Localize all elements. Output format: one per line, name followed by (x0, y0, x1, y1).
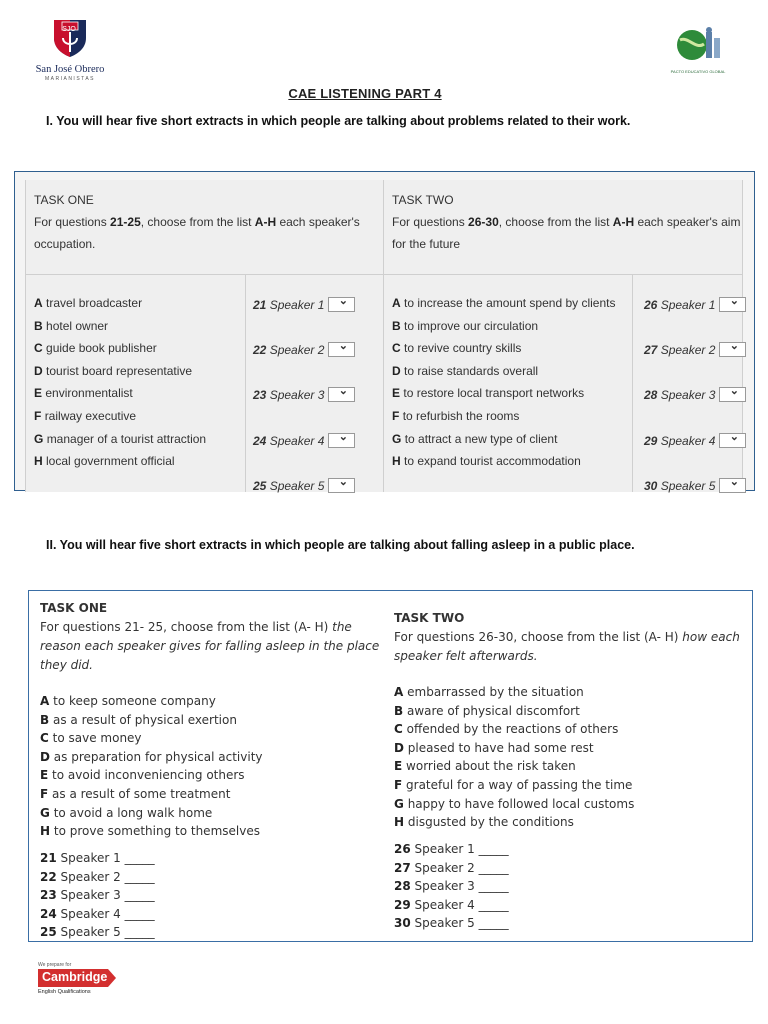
option-letter: C (34, 341, 43, 356)
option-item (40, 748, 263, 767)
option-item (392, 315, 538, 337)
option-text: to save money (52, 731, 142, 746)
answer-dropdown[interactable] (719, 387, 746, 402)
speaker-number: 29 (644, 433, 658, 448)
speaker-label (644, 298, 715, 312)
option-letter: D (40, 749, 50, 764)
answer-dropdown[interactable] (719, 297, 746, 312)
option-letter: B (392, 318, 401, 333)
speaker-number: 24 (40, 906, 57, 921)
option-item (34, 428, 206, 450)
cambridge-name: Cambridge (42, 970, 108, 984)
speaker-item (40, 849, 155, 868)
speaker-text: Speaker 3 _____ (414, 879, 509, 894)
school-sub: MARIANISTAS (44, 76, 96, 82)
option-text: manager of a tourist attraction (46, 431, 207, 446)
option-letter: H (34, 454, 43, 469)
option-letter: A (34, 296, 43, 310)
option-letter: G (40, 805, 50, 820)
answer-dropdown[interactable] (328, 297, 355, 312)
option-item (40, 711, 237, 730)
option-text: to refurbish the rooms (402, 409, 520, 423)
option-item (34, 450, 175, 472)
school-logo (30, 18, 110, 80)
option-text: embarrassed by the situation (407, 685, 584, 699)
speaker-number: 25 (253, 478, 267, 493)
p2-task-two-title: TASK TWO (394, 611, 465, 625)
option-text: to restore local transport networks (403, 386, 585, 401)
speaker-item (394, 840, 509, 859)
part2-box (28, 590, 753, 942)
option-letter: D (392, 363, 401, 378)
option-text: to improve our circulation (404, 318, 539, 333)
option-item (34, 292, 142, 314)
speaker-number: 25 (40, 925, 57, 940)
option-letter: B (394, 703, 404, 718)
option-text: guide book publisher (46, 341, 157, 356)
option-letter: F (392, 409, 400, 423)
speaker-label (644, 479, 715, 493)
speaker-number: 21 (253, 298, 267, 312)
option-text: to avoid a long walk home (53, 805, 213, 820)
speaker-label (644, 388, 715, 402)
speaker-number: 26 (644, 298, 658, 312)
speaker-text: Speaker 1 (269, 298, 325, 312)
speaker-text: Speaker 4 _____ (60, 906, 155, 921)
option-letter: E (394, 759, 403, 774)
speaker-item (394, 896, 509, 915)
option-item (40, 822, 260, 841)
option-letter: F (40, 787, 49, 801)
option-text: as preparation for physical activity (53, 749, 263, 764)
speaker-number: 29 (394, 897, 411, 912)
speaker-number: 26 (394, 842, 411, 856)
speaker-number: 27 (394, 860, 411, 875)
option-item (394, 757, 576, 776)
answer-dropdown[interactable] (328, 433, 355, 448)
option-item (34, 337, 157, 359)
speaker-text: Speaker 4 (660, 433, 716, 448)
speaker-text: Speaker 5 (660, 478, 716, 493)
answer-dropdown[interactable] (328, 387, 355, 402)
answer-dropdown[interactable] (719, 342, 746, 357)
option-letter: E (392, 386, 401, 401)
answer-dropdown[interactable] (328, 342, 355, 357)
option-item (40, 785, 230, 804)
option-text: local government official (46, 454, 175, 469)
option-item (40, 692, 216, 711)
option-item (394, 739, 594, 758)
option-item (392, 292, 615, 314)
option-text: offended by the reactions of others (406, 722, 619, 737)
task-two-title: TASK TWO (392, 193, 454, 207)
option-letter: C (392, 341, 401, 356)
school-name: San José Obrero (35, 64, 105, 75)
option-item (392, 360, 538, 382)
option-letter: H (394, 815, 405, 830)
option-text: environmentalist (45, 386, 133, 401)
speaker-text: Speaker 1 _____ (60, 851, 155, 865)
option-item (392, 382, 584, 404)
speaker-text: Speaker 2 (660, 343, 716, 358)
option-letter: F (34, 409, 42, 423)
option-item (392, 337, 521, 359)
option-letter: H (40, 824, 51, 839)
option-letter: G (34, 431, 44, 446)
option-text: tourist board representative (46, 363, 193, 378)
speaker-text: Speaker 1 (660, 298, 716, 312)
option-item (392, 405, 519, 427)
speaker-text: Speaker 2 _____ (60, 869, 155, 884)
speaker-item (394, 859, 509, 878)
option-item (40, 729, 142, 748)
option-text: railway executive (44, 409, 137, 423)
option-text: grateful for a way of passing the time (406, 778, 633, 792)
task-one-desc-2: occupation. (34, 237, 96, 251)
speaker-text: Speaker 5 (269, 478, 325, 493)
option-item (34, 360, 192, 382)
speaker-text: Speaker 3 (660, 388, 716, 403)
option-item (34, 382, 133, 404)
option-text: to increase the amount spend by clients (404, 296, 616, 310)
pact-logo-text: PACTO EDUCATIVO GLOBAL (670, 69, 726, 74)
option-text: to raise standards overall (404, 363, 539, 378)
speaker-text: Speaker 3 _____ (60, 888, 155, 903)
p2-task-two-desc-2: speaker felt afterwards. (394, 649, 538, 663)
part1-instruction: I. You will hear five short extracts in which people are talking about problems related to their work. (46, 114, 631, 128)
option-item (40, 804, 212, 823)
option-letter: G (394, 796, 404, 811)
answer-dropdown[interactable] (328, 478, 355, 493)
option-letter: A (392, 296, 401, 310)
p2-task-one-desc-3: they did. (40, 658, 93, 672)
option-text: worried about the risk taken (406, 759, 576, 774)
p2-task-two-desc: For questions 26-30, choose from the list (A- H) how each (394, 630, 740, 644)
option-item (394, 702, 580, 721)
pact-logo (668, 26, 728, 74)
option-letter: C (394, 722, 403, 737)
speaker-number: 21 (40, 851, 57, 865)
speaker-label (644, 343, 715, 357)
speaker-text: Speaker 5 _____ (414, 916, 509, 931)
option-text: to expand tourist accommodation (404, 454, 581, 469)
option-letter: E (40, 768, 49, 783)
option-text: to revive country skills (404, 341, 522, 356)
option-letter: A (394, 685, 404, 699)
option-text: happy to have followed local customs (407, 796, 635, 811)
part1-table (14, 171, 755, 491)
option-text: disgusted by the conditions (407, 815, 574, 830)
speaker-item (40, 886, 155, 905)
speaker-number: 30 (644, 478, 658, 493)
speaker-label (253, 343, 324, 357)
speaker-text: Speaker 5 _____ (60, 925, 155, 940)
speaker-label (644, 434, 715, 448)
speaker-item (40, 923, 155, 942)
speaker-number: 28 (394, 879, 411, 894)
cambridge-logo (38, 962, 118, 1002)
speaker-item (40, 868, 155, 887)
speaker-text: Speaker 4 _____ (414, 897, 509, 912)
option-item (394, 683, 584, 702)
option-item (394, 776, 632, 795)
option-item (394, 795, 634, 814)
speaker-label (253, 298, 324, 312)
speaker-number: 24 (253, 433, 267, 448)
option-item (34, 405, 136, 427)
speaker-text: Speaker 4 (269, 433, 325, 448)
option-item (394, 813, 574, 832)
answer-dropdown[interactable] (719, 433, 746, 448)
option-text: hotel owner (46, 318, 109, 333)
option-text: to attract a new type of client (404, 431, 558, 446)
page-title: CAE LISTENING PART 4 (288, 86, 442, 101)
speaker-number: 28 (644, 388, 658, 403)
p2-task-one-desc-2: reason each speaker gives for falling asleep in the place (40, 639, 380, 653)
option-text: aware of physical discomfort (406, 703, 580, 718)
option-letter: H (392, 454, 401, 469)
speaker-number: 22 (40, 869, 57, 884)
option-item (392, 428, 557, 450)
speaker-number: 27 (644, 343, 658, 358)
option-text: to prove something to themselves (53, 824, 260, 839)
option-text: as a result of physical exertion (52, 712, 237, 727)
option-letter: B (34, 318, 43, 333)
logo-badge: SJO (62, 26, 76, 33)
part2-instruction: II. You will hear five short extracts in which people are talking about falling asleep in a public place. (46, 538, 635, 552)
option-text: to keep someone company (53, 694, 216, 708)
cambridge-sub: English Qualifications (38, 989, 91, 995)
speaker-text: Speaker 2 _____ (414, 860, 509, 875)
speaker-number: 23 (253, 388, 267, 403)
option-item (392, 450, 581, 472)
speaker-text: Speaker 2 (269, 343, 325, 358)
option-letter: G (392, 431, 402, 446)
option-text: travel broadcaster (46, 296, 143, 310)
speaker-text: Speaker 1 _____ (414, 842, 509, 856)
option-letter: E (34, 386, 43, 401)
option-letter: D (394, 740, 404, 755)
speaker-item (394, 914, 509, 933)
option-text: to avoid inconveniencing others (52, 768, 245, 783)
p2-task-one-title: TASK ONE (40, 601, 108, 615)
task-one-desc: For questions 21-25, choose from the list A-H each speaker's (34, 215, 360, 229)
option-letter: F (394, 778, 403, 792)
option-letter: D (34, 363, 43, 378)
speaker-label (253, 388, 324, 402)
option-letter: A (40, 694, 50, 708)
p2-task-one-desc: For questions 21- 25, choose from the list (A- H) the (40, 620, 352, 634)
speaker-number: 22 (253, 343, 267, 358)
task-two-desc-2: for the future (392, 237, 461, 251)
task-two-desc: For questions 26-30, choose from the list A-H each speaker's aim (392, 215, 741, 229)
option-item (34, 315, 108, 337)
task-one-title: TASK ONE (34, 193, 94, 207)
cambridge-top: We prepare for (38, 962, 72, 968)
option-text: pleased to have had some rest (407, 740, 594, 755)
answer-dropdown[interactable] (719, 478, 746, 493)
option-text: as a result of some treatment (52, 787, 231, 801)
option-item (40, 766, 245, 785)
speaker-text: Speaker 3 (269, 388, 325, 403)
speaker-item (394, 877, 509, 896)
speaker-number: 30 (394, 916, 411, 931)
option-letter: C (40, 731, 49, 746)
speaker-label (253, 434, 324, 448)
speaker-label (253, 479, 324, 493)
speaker-item (40, 905, 155, 924)
speaker-number: 23 (40, 888, 57, 903)
option-letter: B (40, 712, 50, 727)
globe-icon (670, 26, 726, 64)
option-item (394, 720, 618, 739)
